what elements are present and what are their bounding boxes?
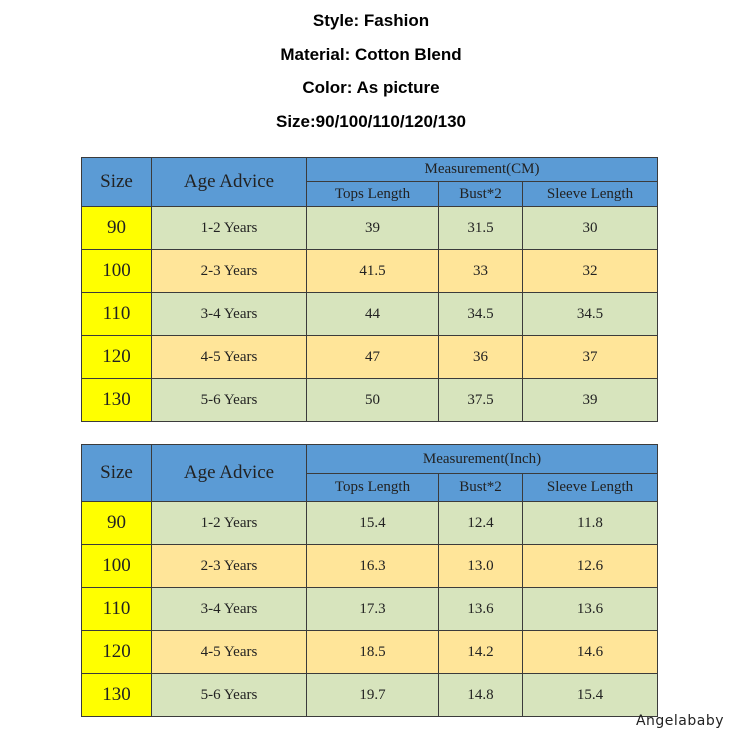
- bust-cell: 37.5: [439, 379, 523, 422]
- tops-length-cell: 15.4: [307, 502, 439, 545]
- age-cell: 5-6 Years: [152, 674, 307, 717]
- tops-length-cell: 50: [307, 379, 439, 422]
- table-row: [82, 545, 658, 588]
- brand-watermark: Angelababy: [635, 713, 724, 729]
- size-header: Size: [82, 158, 152, 207]
- sleeve-length-cell: 14.6: [523, 631, 658, 674]
- size-header: Size: [82, 445, 152, 502]
- tops-length-cell: 18.5: [307, 631, 439, 674]
- sleeve-length-cell: 30: [523, 207, 658, 250]
- sleeve-length-cell: 32: [523, 250, 658, 293]
- style-line: Style: Fashion: [312, 11, 430, 30]
- tops-length-cell: 19.7: [307, 674, 439, 717]
- tops-length-header: Tops Length: [307, 474, 439, 502]
- bust-header: Bust*2: [439, 474, 523, 502]
- bust-cell: 12.4: [439, 502, 523, 545]
- sleeve-length-header: Sleeve Length: [523, 182, 658, 207]
- table-row: [82, 588, 658, 631]
- size-cell: 110: [82, 588, 152, 631]
- sleeve-length-cell: 13.6: [523, 588, 658, 631]
- bust-header: Bust*2: [439, 182, 523, 207]
- table-row: [82, 250, 658, 293]
- bust-cell: 13.6: [439, 588, 523, 631]
- bust-cell: 14.2: [439, 631, 523, 674]
- size-cell: 130: [82, 674, 152, 717]
- size-chart-inch: [81, 444, 658, 717]
- color-line: Color: As picture: [302, 78, 440, 97]
- bust-cell: 36: [439, 336, 523, 379]
- bust-cell: 31.5: [439, 207, 523, 250]
- size-cell: 90: [82, 207, 152, 250]
- table-row: [82, 207, 658, 250]
- measurement-header: Measurement(CM): [307, 158, 658, 182]
- measurement-header: Measurement(Inch): [307, 445, 658, 474]
- size-cell: 90: [82, 502, 152, 545]
- age-cell: 2-3 Years: [152, 250, 307, 293]
- size-cell: 130: [82, 379, 152, 422]
- size-cell: 100: [82, 250, 152, 293]
- size-cell: 120: [82, 336, 152, 379]
- size-cell: 110: [82, 293, 152, 336]
- table-row: [82, 336, 658, 379]
- size-cell: 120: [82, 631, 152, 674]
- bust-cell: 33: [439, 250, 523, 293]
- age-cell: 2-3 Years: [152, 545, 307, 588]
- size-cell: 100: [82, 545, 152, 588]
- tops-length-cell: 44: [307, 293, 439, 336]
- age-advice-header: Age Advice: [152, 158, 307, 207]
- sleeve-length-cell: 12.6: [523, 545, 658, 588]
- sleeve-length-cell: 37: [523, 336, 658, 379]
- age-cell: 1-2 Years: [152, 207, 307, 250]
- table-row: [82, 674, 658, 717]
- age-cell: 5-6 Years: [152, 379, 307, 422]
- table-row: [82, 502, 658, 545]
- sleeve-length-cell: 15.4: [523, 674, 658, 717]
- size-line: Size:90/100/110/120/130: [276, 112, 466, 131]
- tops-length-header: Tops Length: [307, 182, 439, 207]
- tops-length-cell: 47: [307, 336, 439, 379]
- age-cell: 4-5 Years: [152, 631, 307, 674]
- table-row: [82, 293, 658, 336]
- age-cell: 3-4 Years: [152, 293, 307, 336]
- tops-length-cell: 17.3: [307, 588, 439, 631]
- age-cell: 3-4 Years: [152, 588, 307, 631]
- sleeve-length-header: Sleeve Length: [523, 474, 658, 502]
- table-row: [82, 379, 658, 422]
- sleeve-length-cell: 39: [523, 379, 658, 422]
- tops-length-cell: 41.5: [307, 250, 439, 293]
- size-chart-cm: [81, 157, 658, 422]
- bust-cell: 13.0: [439, 545, 523, 588]
- age-cell: 1-2 Years: [152, 502, 307, 545]
- age-advice-header: Age Advice: [152, 445, 307, 502]
- sleeve-length-cell: 34.5: [523, 293, 658, 336]
- material-line: Material: Cotton Blend: [280, 45, 462, 64]
- tops-length-cell: 16.3: [307, 545, 439, 588]
- bust-cell: 14.8: [439, 674, 523, 717]
- table-row: [82, 631, 658, 674]
- age-cell: 4-5 Years: [152, 336, 307, 379]
- tops-length-cell: 39: [307, 207, 439, 250]
- bust-cell: 34.5: [439, 293, 523, 336]
- sleeve-length-cell: 11.8: [523, 502, 658, 545]
